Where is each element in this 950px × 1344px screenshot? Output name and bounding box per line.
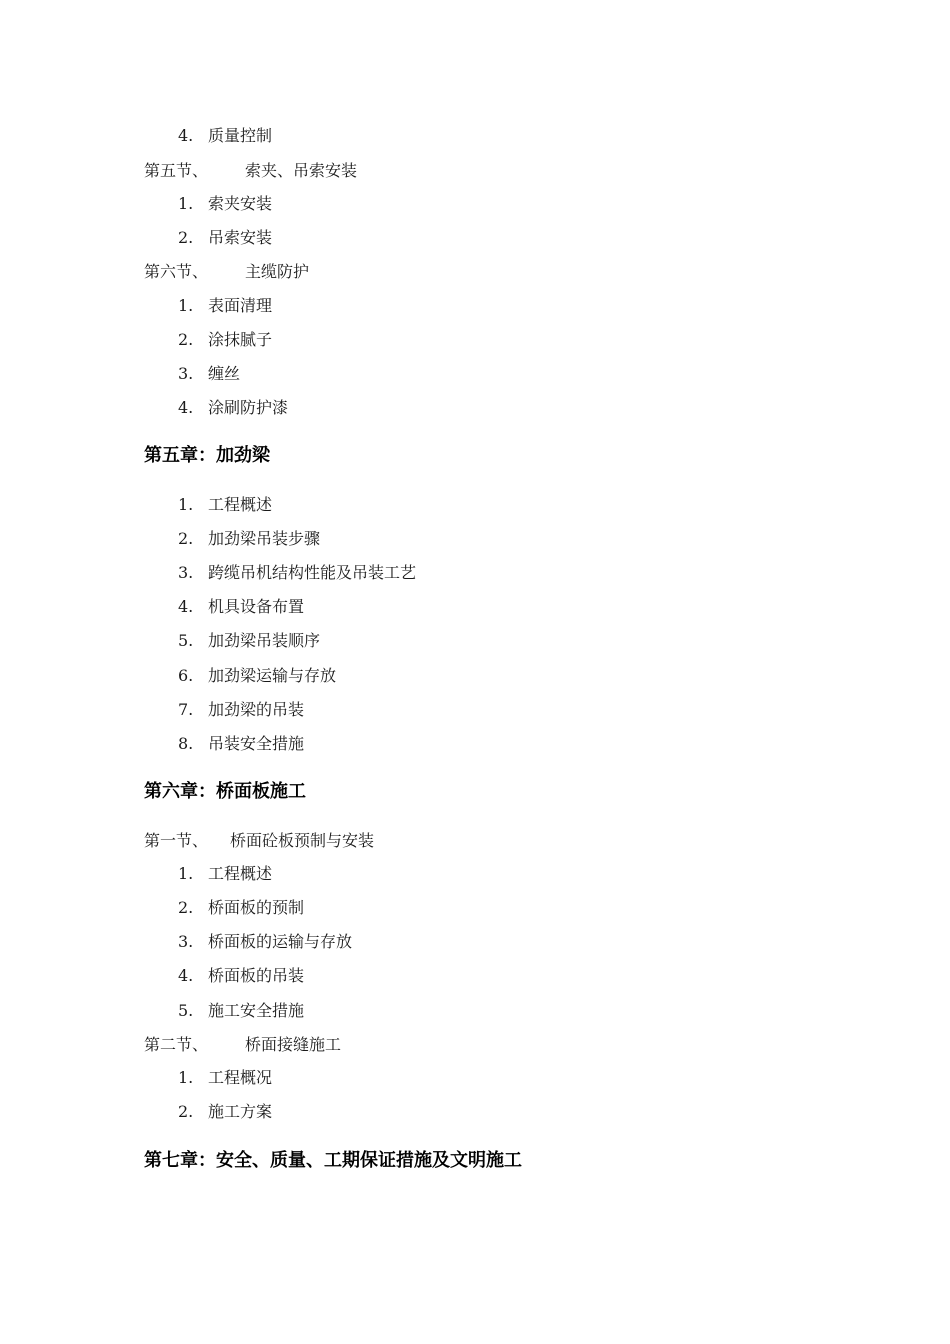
item-label: 施工方案 [208, 1102, 273, 1121]
item-label: 质量控制 [208, 126, 273, 145]
toc-section[interactable] [144, 161, 358, 181]
item-label: 加劲梁的吊装 [208, 700, 305, 719]
item-label: 施工安全措施 [208, 1001, 305, 1020]
section-title: 桥面砼板预制与安装 [230, 831, 375, 850]
section-title: 桥面接缝施工 [245, 1035, 342, 1054]
item-label: 工程概述 [208, 495, 273, 514]
toc-item[interactable] [178, 228, 272, 248]
toc-item[interactable] [178, 1102, 272, 1122]
toc-section[interactable] [144, 262, 310, 282]
item-number: 4. [178, 966, 194, 985]
section-title: 索夹、吊索安装 [245, 161, 358, 180]
toc-item[interactable] [178, 597, 304, 617]
item-label: 工程概述 [208, 864, 273, 883]
item-number: 5. [178, 1001, 194, 1020]
item-label: 表面清理 [208, 296, 273, 315]
item-number: 3. [178, 364, 194, 383]
toc-item[interactable] [178, 700, 304, 720]
toc-item[interactable] [178, 296, 272, 316]
chapter-heading[interactable]: 第六章：桥面板施工 [144, 781, 306, 802]
toc-item[interactable] [178, 898, 304, 918]
toc-item[interactable] [178, 126, 272, 146]
item-number: 1. [178, 194, 194, 213]
item-label: 涂抹腻子 [208, 330, 273, 349]
item-number: 2. [178, 330, 194, 349]
toc-item[interactable] [178, 364, 240, 384]
toc-item[interactable] [178, 563, 416, 583]
item-number: 5. [178, 631, 194, 650]
item-label: 吊装安全措施 [208, 734, 305, 753]
item-number: 8. [178, 734, 194, 753]
toc-item[interactable] [178, 1001, 304, 1021]
chapter-heading[interactable]: 第五章：加劲梁 [144, 445, 270, 466]
toc-item[interactable] [178, 966, 304, 986]
item-number: 2. [178, 529, 194, 548]
item-number: 1. [178, 296, 194, 315]
toc-item[interactable] [178, 734, 304, 754]
item-label: 索夹安装 [208, 194, 273, 213]
section-number: 第五节、 [144, 161, 209, 180]
toc-item[interactable] [178, 398, 288, 418]
item-number: 1. [178, 864, 194, 883]
item-label: 跨缆吊机结构性能及吊装工艺 [208, 563, 417, 582]
toc-section[interactable] [144, 831, 375, 851]
item-number: 6. [178, 666, 194, 685]
toc-item[interactable] [178, 495, 272, 515]
item-label: 吊索安装 [208, 228, 273, 247]
toc-item[interactable] [178, 864, 272, 884]
toc-item[interactable] [178, 529, 320, 549]
chapter-heading[interactable]: 第七章：安全、质量、工期保证措施及文明施工 [144, 1150, 522, 1171]
item-number: 2. [178, 1102, 194, 1121]
item-label: 桥面板的预制 [208, 898, 305, 917]
item-label: 桥面板的运输与存放 [208, 932, 353, 951]
toc-section[interactable] [144, 1035, 342, 1055]
item-number: 3. [178, 563, 194, 582]
item-label: 机具设备布置 [208, 597, 305, 616]
item-number: 1. [178, 1068, 194, 1087]
section-number: 第一节、 [144, 831, 209, 850]
item-label: 桥面板的吊装 [208, 966, 305, 985]
item-label: 工程概况 [208, 1068, 273, 1087]
item-number: 1. [178, 495, 194, 514]
section-title: 主缆防护 [245, 262, 310, 281]
item-label: 加劲梁吊装步骤 [208, 529, 321, 548]
item-number: 4. [178, 398, 194, 417]
item-label: 加劲梁吊装顺序 [208, 631, 321, 650]
item-label: 涂刷防护漆 [208, 398, 289, 417]
item-number: 2. [178, 228, 194, 247]
toc-item[interactable] [178, 194, 272, 214]
item-number: 7. [178, 700, 194, 719]
item-number: 2. [178, 898, 194, 917]
toc-item[interactable] [178, 330, 272, 350]
toc-item[interactable] [178, 932, 352, 952]
section-number: 第六节、 [144, 262, 209, 281]
section-number: 第二节、 [144, 1035, 209, 1054]
item-label: 缠丝 [208, 364, 241, 383]
toc-item[interactable] [178, 1068, 272, 1088]
item-number: 4. [178, 126, 194, 145]
toc-item[interactable] [178, 666, 336, 686]
toc-item[interactable] [178, 631, 320, 651]
item-label: 加劲梁运输与存放 [208, 666, 337, 685]
item-number: 3. [178, 932, 194, 951]
item-number: 4. [178, 597, 194, 616]
